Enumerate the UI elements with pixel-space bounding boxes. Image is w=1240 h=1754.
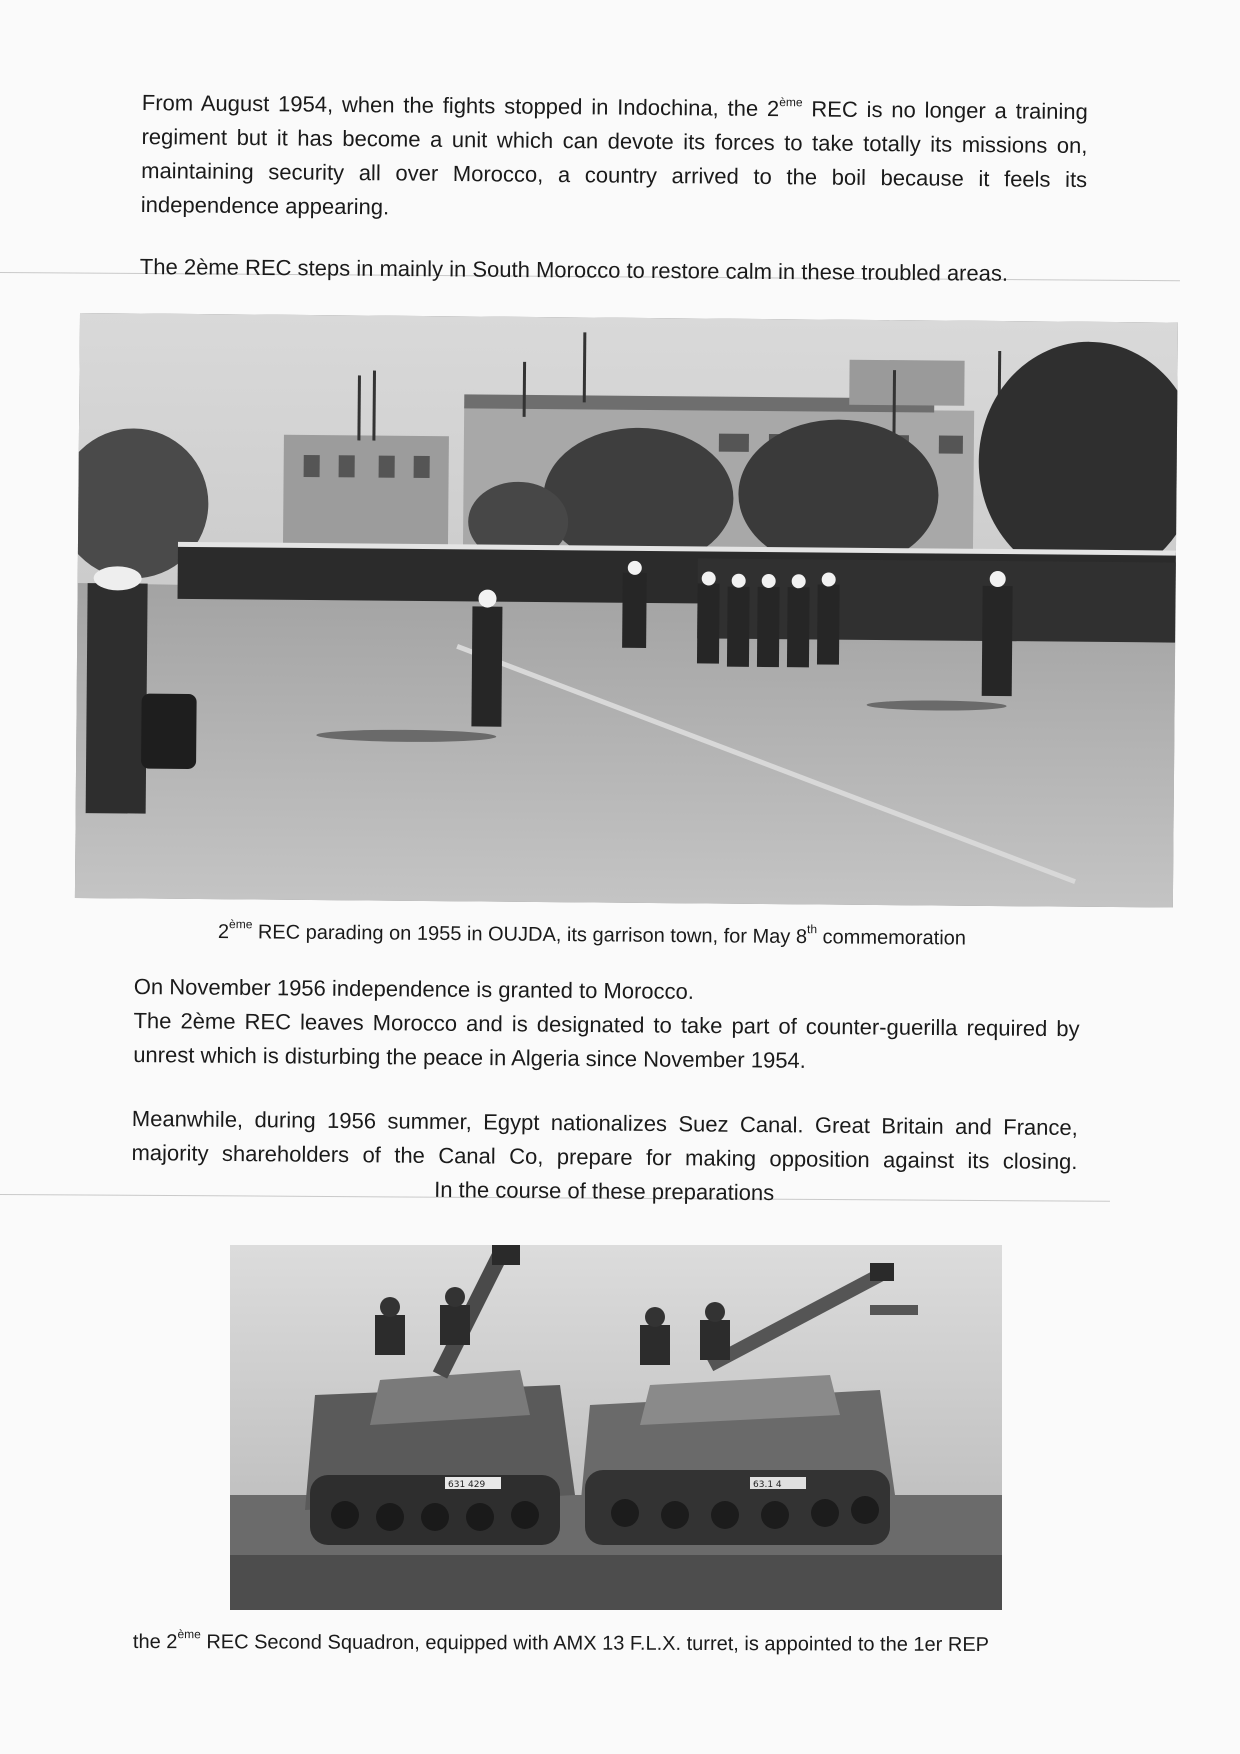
parade-photo: [75, 313, 1178, 908]
independence-paragraph: [133, 970, 1080, 1080]
tanks-illustration: [230, 1245, 1002, 1610]
intro-paragraph: [141, 86, 1088, 231]
paragraph-line: The 2ème REC leaves Morocco and is designated to take part of counter-guerilla required by: [133, 1007, 1080, 1042]
tanks-caption: the 2ème REC Second Squadron, equipped with AMX 13 F.L.X. turret, is appointed to the 1er REP: [132, 1627, 990, 1656]
paragraph-line: In the course of these preparations: [434, 1176, 775, 1206]
paragraph-line: maintaining security all over Morocco, a country arrived to the boil because it feels its: [141, 157, 1088, 193]
plate-left: 631 429: [448, 1480, 486, 1490]
suez-paragraph: [131, 1102, 1078, 1213]
paragraph-line: independence appearing.: [140, 191, 390, 220]
parade-illustration: [75, 313, 1178, 908]
parade-caption: 2ème REC parading on 1955 in OUJDA, its garrison town, for May 8th commemoration: [217, 917, 967, 950]
paragraph-line: The 2ème REC steps in mainly in South Morocco to restore calm in these troubled areas.: [139, 253, 1009, 286]
plate-right: 63.1 4: [753, 1480, 782, 1490]
paragraph-line: majority shareholders of the Canal Co, prepare for making opposition against its closing.: [131, 1139, 1078, 1175]
paragraph-line: From August 1954, when the fights stopped in Indochina, the 2ème REC is no longer a training: [141, 89, 1088, 125]
paragraph-line: Meanwhile, during 1956 summer, Egypt nationalizes Suez Canal. Great Britain and France,: [131, 1105, 1078, 1141]
paragraph-line: regiment but it has become a unit which can devote its forces to take totally its missions on,: [141, 123, 1088, 159]
tanks-photo: [230, 1245, 1002, 1610]
paragraph-line: unrest which is disturbing the peace in Algeria since November 1954.: [133, 1041, 806, 1073]
south-morocco-paragraph: [140, 250, 1080, 291]
paragraph-line: On November 1956 independence is granted to Morocco.: [133, 973, 695, 1004]
